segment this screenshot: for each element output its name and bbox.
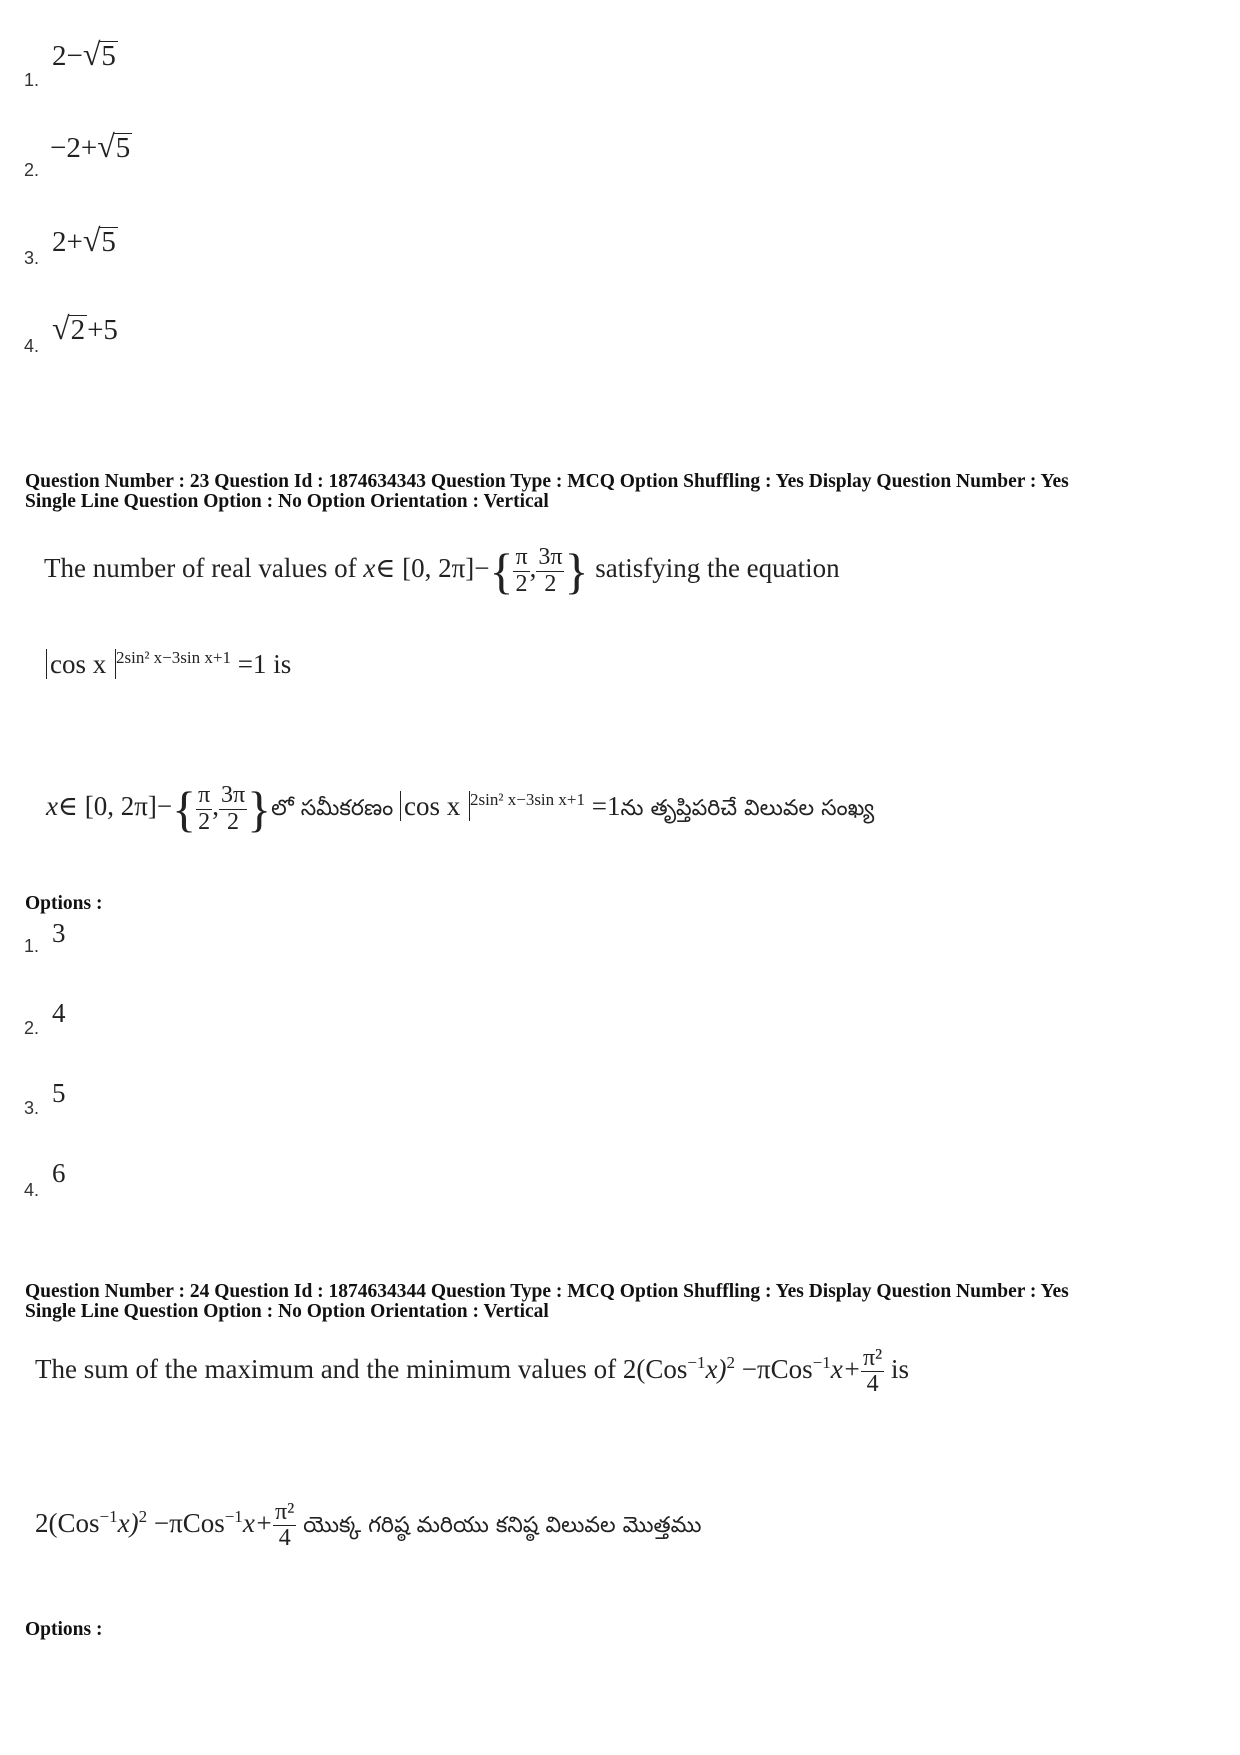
option-number: 3. [24, 1098, 40, 1118]
question-text-english: The number of real values of x∈ [0, 2π]−{ $\frac{\pi}{2}$ , $\frac{3\pi}{2}$ } satisfying the equation [44, 543, 840, 599]
question-text-english: The sum of the maximum and the minimum values of $2(Cos^{-1}x)^2 -\pi Cos^{-1}x+$ $\frac{\text{π²}}{4}$ is [35, 1345, 910, 1398]
question-meta-line1: Question Number : 24 Question Id : 1874634344 Question Type : MCQ Option Shuffling : Yes Display Question Number : Yes [25, 1281, 1069, 1302]
option-number: 2. [24, 160, 40, 180]
option-number: 4. [24, 336, 40, 356]
question-equation-english: cos x $^{2sin^2 x-3sin x+1}$ =1 is [46, 648, 291, 680]
question-meta-line1: Question Number : 23 Question Id : 1874634343 Question Type : MCQ Option Shuffling : Yes Display Question Number : Yes [25, 471, 1069, 492]
option-value[interactable]: 4 [52, 998, 66, 1028]
question-meta-line2: Single Line Question Option : No Option Orientation : Vertical [25, 491, 549, 512]
question-meta-line2: Single Line Question Option : No Option Orientation : Vertical [25, 1301, 549, 1322]
option-number: 4. [24, 1180, 40, 1200]
option-value[interactable]: 2+√5 [52, 222, 116, 258]
question-text-telugu: x∈ [0, 2π]−{ $\frac{\pi}{2}$ , $\frac{3\pi}{2}$ }లో సమీకరణం cos x $^{2sin^2 x-3sin x+1}$ =1ను తృప్తిపరిచే విలువల సంఖ్య [46, 781, 875, 837]
option-value[interactable]: −2+√5 [50, 128, 131, 164]
option-value[interactable]: 5 [52, 1078, 66, 1108]
options-label: Options : [25, 893, 103, 914]
option-number: 2. [24, 1018, 40, 1038]
option-value[interactable]: √2+5 [52, 310, 118, 346]
options-label: Options : [25, 1619, 103, 1640]
option-number: 3. [24, 248, 40, 268]
option-number: 1. [24, 936, 40, 956]
option-value[interactable]: 2−√5 [52, 36, 116, 72]
option-value[interactable]: 6 [52, 1158, 66, 1188]
option-number: 1. [24, 70, 40, 90]
question-text-telugu: $2(Cos^{-1}x)^2 -\pi Cos^{-1}x+$ $\frac{\text{π²}}{4}$ యొక్క గరిష్ఠ మరియు కనిష్ఠ విలువల మొత్తము [35, 1499, 702, 1552]
option-value[interactable]: 3 [52, 918, 66, 948]
